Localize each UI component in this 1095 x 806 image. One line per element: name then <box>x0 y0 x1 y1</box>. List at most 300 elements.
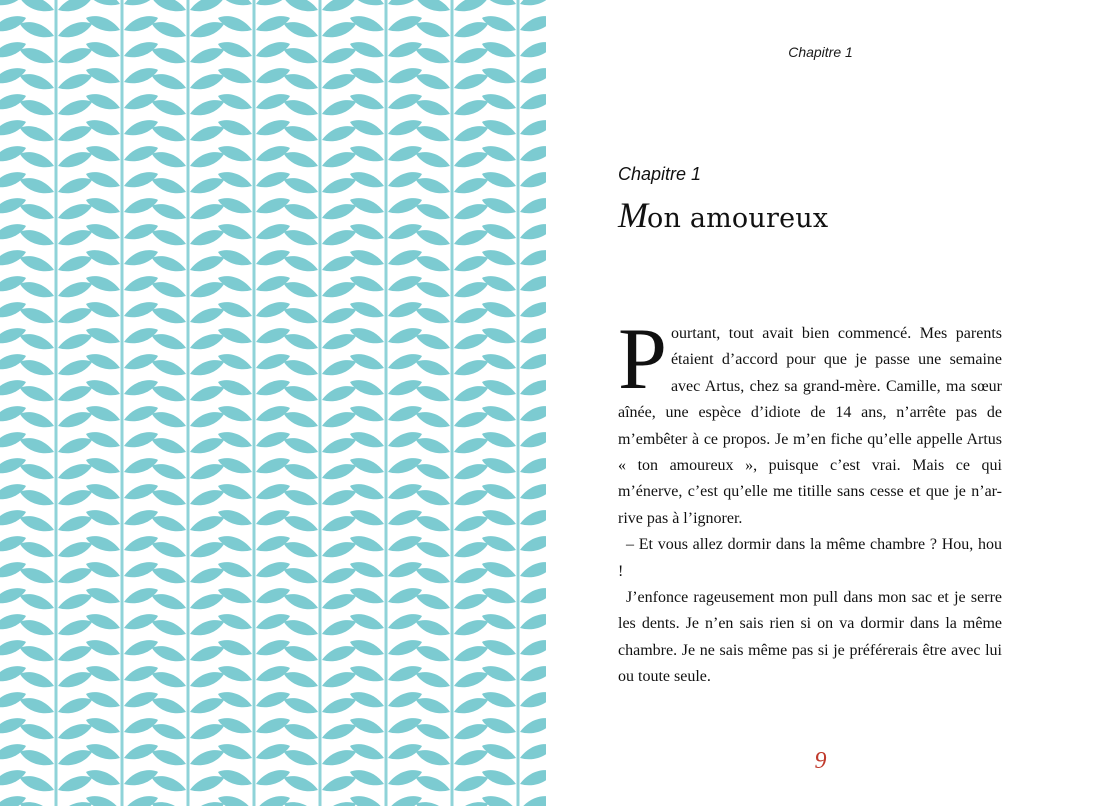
leaf-shape <box>218 250 252 265</box>
leaf-shape <box>284 22 318 37</box>
leaf-shape <box>350 354 384 369</box>
leaf-shape <box>86 536 120 551</box>
leaf-shape <box>190 672 224 687</box>
leaf-shape <box>482 94 516 109</box>
leaf-shape <box>58 152 92 167</box>
leaf-shape <box>322 152 356 167</box>
leaf-shape <box>482 68 516 83</box>
leaf-shape <box>190 724 224 739</box>
leaf-pattern-illustration <box>0 0 546 806</box>
book-page <box>546 0 1095 806</box>
leaf-shape <box>416 464 450 479</box>
leaf-shape <box>218 666 252 681</box>
leaf-shape <box>152 724 186 739</box>
leaf-shape <box>454 386 488 401</box>
leaf-shape <box>482 484 516 499</box>
leaf-shape <box>454 542 488 557</box>
leaf-shape <box>520 718 546 733</box>
leaf-shape <box>86 250 120 265</box>
leaf-shape <box>20 256 54 271</box>
leaf-shape <box>86 770 120 785</box>
leaf-shape <box>350 692 384 707</box>
leaf-shape <box>190 594 224 609</box>
leaf-shape <box>86 484 120 499</box>
leaf-shape <box>284 360 318 375</box>
leaf-shape <box>284 724 318 739</box>
leaf-shape <box>520 94 546 109</box>
leaf-shape <box>58 230 92 245</box>
leaf-shape <box>322 490 356 505</box>
leaf-shape <box>520 484 546 499</box>
leaf-shape <box>20 308 54 323</box>
leaf-shape <box>520 432 546 447</box>
leaf-shape <box>284 594 318 609</box>
leaf-shape <box>152 568 186 583</box>
leaf-shape <box>454 48 488 63</box>
leaf-shape <box>482 588 516 603</box>
leaf-shape <box>256 0 290 5</box>
leaf-shape <box>190 74 224 89</box>
paragraph-1 <box>618 311 1002 532</box>
leaf-shape <box>58 464 92 479</box>
leaf-shape <box>86 276 120 291</box>
leaf-shape <box>190 386 224 401</box>
leaf-shape <box>454 360 488 375</box>
leaf-shape <box>86 68 120 83</box>
leaf-shape <box>58 438 92 453</box>
leaf-shape <box>58 386 92 401</box>
leaf-shape <box>58 516 92 531</box>
leaf-shape <box>58 178 92 193</box>
leaf-shape <box>416 308 450 323</box>
leaf-shape <box>350 120 384 135</box>
leaf-shape <box>20 74 54 89</box>
leaf-shape <box>20 672 54 687</box>
leaf-shape <box>190 802 224 806</box>
leaf-shape <box>20 152 54 167</box>
leaf-shape <box>454 802 488 806</box>
leaf-shape <box>86 42 120 57</box>
leaf-shape <box>454 490 488 505</box>
leaf-shape <box>190 776 224 791</box>
leaf-shape <box>454 74 488 89</box>
leaf-shape <box>322 282 356 297</box>
leaf-shape <box>284 74 318 89</box>
leaf-shape <box>190 516 224 531</box>
leaf-shape <box>152 698 186 713</box>
leaf-shape <box>190 308 224 323</box>
leaf-shape <box>152 204 186 219</box>
leaf-shape <box>218 614 252 629</box>
leaf-shape <box>322 308 356 323</box>
leaf-shape <box>20 698 54 713</box>
leaf-shape <box>218 432 252 447</box>
leaf-shape <box>86 120 120 135</box>
leaf-shape <box>350 718 384 733</box>
leaf-shape <box>482 146 516 161</box>
leaf-shape <box>152 178 186 193</box>
leaf-shape <box>218 146 252 161</box>
leaf-shape <box>454 22 488 37</box>
leaf-shape <box>350 770 384 785</box>
leaf-shape <box>322 360 356 375</box>
leaf-shape <box>520 406 546 421</box>
leaf-shape <box>86 744 120 759</box>
leaf-shape <box>218 562 252 577</box>
leaf-shape <box>482 562 516 577</box>
leaf-shape <box>520 744 546 759</box>
leaf-shape <box>520 588 546 603</box>
leaf-shape <box>20 542 54 557</box>
leaf-shape <box>284 490 318 505</box>
leaf-shape <box>350 666 384 681</box>
leaf-shape <box>416 152 450 167</box>
leaf-shape <box>416 0 450 11</box>
leaf-shape <box>322 334 356 349</box>
leaf-shape <box>454 438 488 453</box>
leaf-shape <box>350 536 384 551</box>
leaf-shape <box>416 204 450 219</box>
leaf-shape <box>284 802 318 806</box>
leaf-shape <box>520 146 546 161</box>
leaf-shape <box>322 48 356 63</box>
leaf-shape <box>58 22 92 37</box>
leaf-shape <box>86 640 120 655</box>
leaf-shape <box>322 776 356 791</box>
leaf-shape <box>322 802 356 806</box>
leaf-shape <box>482 198 516 213</box>
leaf-shape <box>218 120 252 135</box>
leaf-shape <box>190 22 224 37</box>
leaf-shape <box>86 380 120 395</box>
leaf-shape <box>20 438 54 453</box>
leaf-shape <box>152 48 186 63</box>
leaf-shape <box>20 724 54 739</box>
leaf-shape <box>218 172 252 187</box>
leaf-shape <box>520 120 546 135</box>
leaf-shape <box>58 594 92 609</box>
leaf-shape <box>454 152 488 167</box>
leaf-shape <box>190 100 224 115</box>
leaf-shape <box>58 802 92 806</box>
leaf-shape <box>152 308 186 323</box>
leaf-shape <box>20 334 54 349</box>
leaf-shape <box>58 282 92 297</box>
leaf-shape <box>454 724 488 739</box>
leaf-shape <box>152 126 186 141</box>
leaf-shape <box>322 724 356 739</box>
page-number: 9 <box>814 748 827 774</box>
leaf-shape <box>152 516 186 531</box>
leaf-shape <box>322 620 356 635</box>
leaf-shape <box>482 406 516 421</box>
leaf-shape <box>58 100 92 115</box>
leaf-shape <box>416 100 450 115</box>
leaf-shape <box>190 256 224 271</box>
leaf-shape <box>284 100 318 115</box>
leaf-stem <box>253 0 256 806</box>
leaf-shape <box>322 672 356 687</box>
leaf-shape <box>482 0 516 5</box>
leaf-shape <box>520 640 546 655</box>
leaf-shape <box>482 250 516 265</box>
leaf-shape <box>152 360 186 375</box>
leaf-shape <box>416 438 450 453</box>
leaf-stem <box>187 0 190 806</box>
leaf-shape <box>416 386 450 401</box>
leaf-shape <box>416 802 450 806</box>
leaf-shape <box>416 620 450 635</box>
leaf-shape <box>58 542 92 557</box>
leaf-shape <box>482 510 516 525</box>
leaf-shape <box>482 614 516 629</box>
leaf-shape <box>350 484 384 499</box>
leaf-shape <box>86 432 120 447</box>
leaf-shape <box>350 406 384 421</box>
leaf-shape <box>152 776 186 791</box>
leaf-shape <box>58 412 92 427</box>
leaf-shape <box>520 666 546 681</box>
leaf-shape <box>58 568 92 583</box>
leaf-shape <box>20 386 54 401</box>
leaf-shape <box>190 568 224 583</box>
leaf-shape <box>416 776 450 791</box>
leaf-shape <box>454 568 488 583</box>
leaf-shape <box>350 458 384 473</box>
leaf-shape <box>124 0 158 5</box>
leaf-shape <box>58 698 92 713</box>
leaf-shape <box>20 100 54 115</box>
leaf-shape <box>58 204 92 219</box>
leaf-shape <box>416 412 450 427</box>
leaf-shape <box>284 126 318 141</box>
leaf-shape <box>152 464 186 479</box>
leaf-shape <box>284 256 318 271</box>
leaf-shape <box>86 562 120 577</box>
leaf-shape <box>152 802 186 806</box>
leaf-shape <box>86 16 120 31</box>
leaf-shape <box>416 282 450 297</box>
leaf-shape <box>190 360 224 375</box>
leaf-shape <box>58 620 92 635</box>
leaf-shape <box>86 692 120 707</box>
leaf-shape <box>350 614 384 629</box>
leaf-shape <box>20 282 54 297</box>
leaf-shape <box>350 562 384 577</box>
leaf-shape <box>20 464 54 479</box>
leaf-stem <box>517 0 520 806</box>
leaf-shape <box>520 250 546 265</box>
leaf-shape <box>218 510 252 525</box>
leaf-stem <box>319 0 322 806</box>
leaf-shape <box>20 412 54 427</box>
leaf-shape <box>482 16 516 31</box>
leaf-shape <box>520 16 546 31</box>
leaf-stem <box>121 0 124 806</box>
leaf-shape <box>20 568 54 583</box>
leaf-shape <box>152 646 186 661</box>
leaf-shape <box>454 0 488 11</box>
leaf-shape <box>218 484 252 499</box>
leaf-shape <box>520 328 546 343</box>
leaf-shape <box>20 750 54 765</box>
leaf-shape <box>482 744 516 759</box>
leaf-shape <box>190 282 224 297</box>
leaf-shape <box>218 302 252 317</box>
leaf-shape <box>20 22 54 37</box>
leaf-shape <box>218 16 252 31</box>
leaf-shape <box>152 490 186 505</box>
leaf-shape <box>454 698 488 713</box>
leaf-shape <box>520 458 546 473</box>
leaf-shape <box>416 542 450 557</box>
leaf-shape <box>454 308 488 323</box>
leaf-shape <box>190 412 224 427</box>
leaf-shape <box>350 42 384 57</box>
leaf-shape <box>416 334 450 349</box>
leaf-shape <box>284 750 318 765</box>
leaf-shape <box>218 354 252 369</box>
leaf-shape <box>190 334 224 349</box>
leaf-shape <box>416 74 450 89</box>
leaf-shape <box>416 594 450 609</box>
leaf-shape <box>284 204 318 219</box>
leaf-shape <box>322 100 356 115</box>
drop-cap: P <box>618 311 667 408</box>
leaf-shape <box>190 126 224 141</box>
leaf-shape <box>86 0 120 5</box>
leaf-shape <box>350 16 384 31</box>
leaf-shape <box>454 672 488 687</box>
leaf-shape <box>86 588 120 603</box>
leaf-shape <box>482 770 516 785</box>
leaf-shape <box>520 562 546 577</box>
leaf-shape <box>482 172 516 187</box>
leaf-shape <box>322 542 356 557</box>
leaf-shape <box>218 640 252 655</box>
leaf-shape <box>482 224 516 239</box>
leaf-shape <box>152 620 186 635</box>
leaf-shape <box>218 770 252 785</box>
leaf-shape <box>416 646 450 661</box>
leaf-shape <box>152 152 186 167</box>
leaf-shape <box>482 328 516 343</box>
leaf-shape <box>416 568 450 583</box>
leaf-shape <box>350 744 384 759</box>
leaf-shape <box>322 22 356 37</box>
chapter-title-initial: M <box>618 195 647 235</box>
leaf-shape <box>284 48 318 63</box>
leaf-shape <box>454 412 488 427</box>
leaf-shape <box>58 0 92 11</box>
leaf-shape <box>58 490 92 505</box>
leaf-shape <box>190 620 224 635</box>
leaf-shape <box>218 718 252 733</box>
leaf-shape <box>416 698 450 713</box>
decorative-leaf-pattern <box>0 0 546 806</box>
leaf-shape <box>322 0 356 11</box>
leaf-shape <box>58 308 92 323</box>
leaf-shape <box>350 68 384 83</box>
leaf-shape <box>350 0 384 5</box>
leaf-shape <box>454 516 488 531</box>
leaf-shape <box>482 640 516 655</box>
leaf-stem <box>385 0 388 806</box>
leaf-shape <box>482 718 516 733</box>
leaf-shape <box>454 100 488 115</box>
leaf-shape <box>284 0 318 11</box>
leaf-shape <box>454 204 488 219</box>
leaf-shape <box>20 620 54 635</box>
leaf-shape <box>152 230 186 245</box>
leaf-shape <box>482 276 516 291</box>
leaf-shape <box>20 360 54 375</box>
leaf-shape <box>86 406 120 421</box>
leaf-shape <box>86 666 120 681</box>
leaf-shape <box>86 198 120 213</box>
leaf-shape <box>520 68 546 83</box>
leaf-shape <box>190 178 224 193</box>
leaf-shape <box>152 334 186 349</box>
leaf-shape <box>322 204 356 219</box>
leaf-shape <box>520 380 546 395</box>
leaf-shape <box>20 594 54 609</box>
leaf-shape <box>284 672 318 687</box>
leaf-shape <box>152 750 186 765</box>
leaf-shape <box>284 412 318 427</box>
leaf-shape <box>190 542 224 557</box>
leaf-shape <box>218 380 252 395</box>
leaf-shape <box>86 510 120 525</box>
leaf-shape <box>58 126 92 141</box>
leaf-shape <box>350 432 384 447</box>
leaf-shape <box>58 48 92 63</box>
leaf-shape <box>86 172 120 187</box>
leaf-shape <box>350 640 384 655</box>
leaf-shape <box>218 198 252 213</box>
leaf-shape <box>520 172 546 187</box>
leaf-shape <box>284 620 318 635</box>
leaf-shape <box>152 22 186 37</box>
leaf-shape <box>416 750 450 765</box>
leaf-shape <box>322 230 356 245</box>
leaf-shape <box>350 172 384 187</box>
leaf-shape <box>482 666 516 681</box>
leaf-shape <box>482 458 516 473</box>
leaf-shape <box>482 692 516 707</box>
leaf-shape <box>520 614 546 629</box>
leaf-shape <box>20 646 54 661</box>
leaf-shape <box>284 282 318 297</box>
leaf-stem <box>451 0 454 806</box>
leaf-shape <box>284 776 318 791</box>
leaf-shape <box>218 42 252 57</box>
leaf-shape <box>388 0 422 5</box>
leaf-shape <box>322 126 356 141</box>
leaf-shape <box>454 464 488 479</box>
leaf-shape <box>190 490 224 505</box>
leaf-shape <box>218 406 252 421</box>
leaf-shape <box>520 198 546 213</box>
leaf-shape <box>218 68 252 83</box>
paragraph-3: J’enfonce rageusement mon pull dans mon sac et je serre les dents. Je n’en sais rien si on va dormir dans la même chambre. Je ne sais même pas si je préférerais être avec lui ou toute seule. <box>618 589 1002 686</box>
leaf-shape <box>520 796 546 806</box>
leaf-shape <box>58 74 92 89</box>
leaf-shape <box>322 646 356 661</box>
leaf-shape <box>416 22 450 37</box>
leaf-shape <box>454 776 488 791</box>
leaf-shape <box>482 536 516 551</box>
